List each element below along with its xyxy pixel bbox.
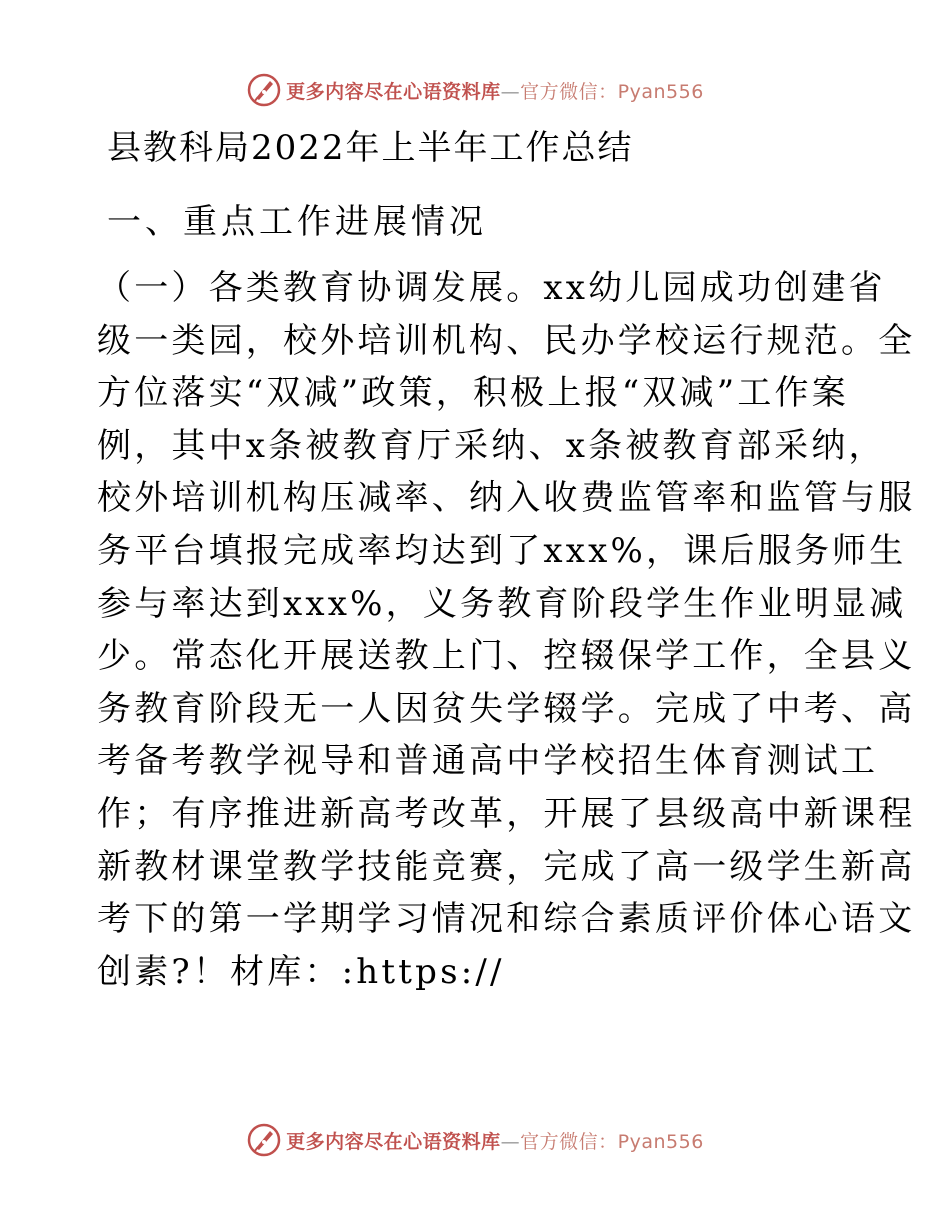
watermark-wechat: 官方微信：Pyan556 [520, 1130, 704, 1153]
document-title: 县教科局2022年上半年工作总结 [107, 128, 634, 168]
document-page [97, 120, 916, 998]
body-line: 级一类园，校外培训机构、民办学校运行规范。全 [97, 320, 916, 361]
body-line: 考备考教学视导和普通高中学校招生体育测试工 [97, 741, 879, 782]
watermark-brand: 更多内容尽在心语资料库 [286, 80, 501, 103]
body-line: 创素?！材库：:https:// [97, 951, 505, 992]
watermark-dash: — [500, 80, 521, 103]
watermark-text [286, 1127, 704, 1154]
section-heading: 一、重点工作进展情况 [107, 202, 487, 242]
body-line: 例，其中x条被教育厅采纳、x条被教育部采纳， [97, 425, 886, 466]
quill-pen-logo-icon [246, 1122, 282, 1158]
header-watermark [0, 70, 950, 110]
watermark-text [286, 77, 704, 104]
footer-watermark [0, 1120, 950, 1160]
body-line: 校外培训机构压减率、纳入收费监管率和监管与服 [97, 478, 916, 519]
body-line: 新教材课堂教学技能竞赛，完成了高一级学生新高 [97, 846, 916, 887]
watermark-dash: — [500, 1130, 521, 1153]
body-line: 方位落实“双减”政策，积极上报“双减”工作案 [97, 373, 849, 414]
watermark-wechat: 官方微信：Pyan556 [520, 80, 704, 103]
body-line: 少。常态化开展送教上门、控辍保学工作，全县义 [97, 636, 916, 677]
watermark-brand: 更多内容尽在心语资料库 [286, 1130, 501, 1153]
body-line: 考下的第一学期学习情况和综合素质评价体心语文 [97, 899, 916, 940]
body-line: 务平台填报完成率均达到了xxx%，课后服务师生 [97, 530, 907, 571]
body-line: 务教育阶段无一人因贫失学辍学。完成了中考、高 [97, 688, 916, 729]
body-paragraph [97, 262, 916, 998]
body-line: 参与率达到xxx%，义务教育阶段学生作业明显减 [97, 583, 907, 624]
body-line: （一）各类教育协调发展。xx幼儿园成功创建省 [97, 268, 886, 308]
body-line: 作；有序推进新高考改革，开展了县级高中新课程 [97, 793, 916, 834]
quill-pen-logo-icon [246, 72, 282, 108]
